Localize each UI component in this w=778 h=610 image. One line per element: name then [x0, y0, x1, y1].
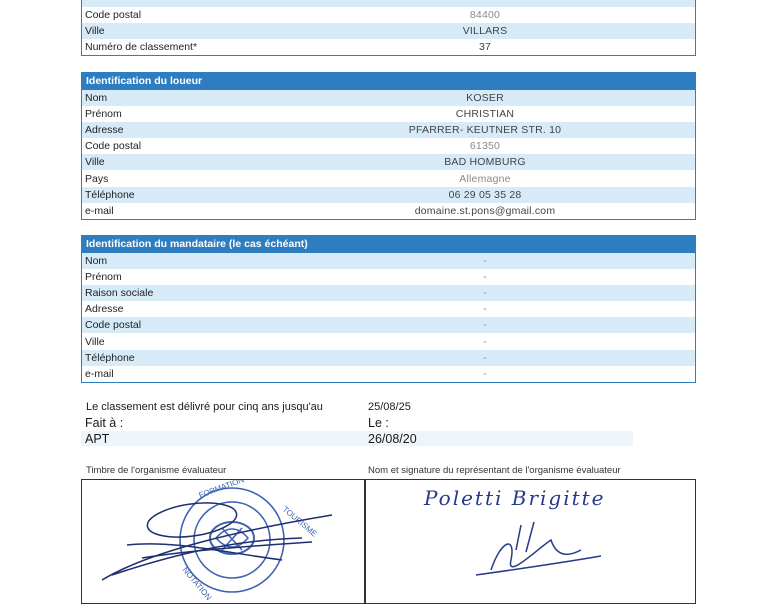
row-label: e-mail	[85, 204, 114, 217]
table-row	[82, 170, 695, 186]
table-row	[82, 154, 695, 170]
row-value: -	[483, 351, 487, 364]
validity-text: Le classement est délivré pour cinq ans jusqu'au	[86, 401, 323, 413]
table-row	[82, 253, 695, 269]
stamp-box	[81, 479, 365, 604]
row-value: -	[483, 287, 487, 300]
date-value: 26/08/20	[368, 432, 417, 446]
validity-date: 25/08/25	[368, 401, 411, 413]
row-label: e-mail	[85, 367, 114, 380]
row-label: Code postal	[85, 9, 142, 22]
mandataire-rows	[82, 253, 695, 382]
row-value: PFARRER- KEUTNER STR. 10	[408, 124, 562, 137]
table-row	[82, 39, 695, 55]
place-value: APT	[85, 432, 110, 446]
table-row	[82, 317, 695, 333]
table-row	[82, 7, 695, 23]
table-row	[82, 122, 695, 138]
table-row	[82, 0, 695, 7]
row-label: Prénom	[85, 108, 122, 121]
table-row	[82, 90, 695, 106]
loueur-table-title: Identification du loueur	[82, 73, 695, 90]
row-label: Adresse	[85, 303, 124, 316]
row-value: -	[483, 303, 487, 316]
row-label: Ville	[85, 25, 105, 38]
row-value: KOSER	[466, 92, 504, 105]
row-label: Téléphone	[85, 188, 135, 201]
row-label: Prénom	[85, 271, 122, 284]
row-value: 37	[478, 41, 492, 54]
row-value: domaine.st.pons@gmail.com	[414, 204, 556, 217]
row-value: 06 29 05 35 28	[448, 188, 522, 201]
establishment-table	[81, 0, 696, 56]
row-value: Allemagne	[459, 172, 511, 185]
table-row	[82, 23, 695, 39]
row-label: Ville	[85, 335, 105, 348]
signature-box	[365, 479, 696, 604]
row-value: 61350	[469, 140, 501, 153]
row-value: -	[483, 255, 487, 268]
loueur-table	[81, 72, 696, 220]
table-row	[82, 269, 695, 285]
row-label: Pays	[85, 172, 109, 185]
table-row	[82, 203, 695, 219]
fait-a-label: Fait à :	[85, 416, 124, 430]
stamp-label: Timbre de l'organisme évaluateur	[86, 465, 227, 476]
row-label: Téléphone	[85, 351, 135, 364]
signature-label: Nom et signature du représentant de l'organisme évaluateur	[368, 465, 621, 476]
signature-handwriting: Poletti Brigitte	[424, 486, 606, 510]
mandataire-table	[81, 235, 696, 383]
mandataire-table-title: Identification du mandataire (le cas échéant)	[82, 236, 695, 253]
row-value: -	[483, 271, 487, 284]
table-row	[82, 138, 695, 154]
row-value: -	[483, 367, 487, 380]
row-label: Nom	[85, 255, 108, 268]
row-value: VILLARS	[462, 25, 508, 38]
signature-scribble	[366, 480, 697, 605]
row-value: -	[483, 319, 487, 332]
row-label: Adresse	[85, 124, 124, 137]
row-label: Raison sociale	[85, 287, 154, 300]
loueur-rows	[82, 90, 695, 219]
table-row	[82, 106, 695, 122]
establishment-rows	[82, 7, 695, 55]
table-row	[82, 366, 695, 382]
row-value: CHRISTIAN	[455, 108, 515, 121]
row-label: Nom	[85, 92, 108, 105]
table-row	[82, 350, 695, 366]
row-label: Numéro de classement*	[85, 41, 198, 54]
table-row	[82, 301, 695, 317]
row-label: Ville	[85, 156, 105, 169]
le-label: Le :	[368, 416, 389, 430]
place-band	[81, 431, 633, 446]
official-stamp-image	[82, 480, 366, 605]
svg-text:FORMATION: FORMATION	[197, 480, 246, 500]
svg-text:NOTATION: NOTATION	[180, 565, 214, 603]
row-value: 84400	[469, 9, 501, 22]
svg-text:TOURISME: TOURISME	[280, 504, 319, 539]
row-label: Code postal	[85, 319, 142, 332]
row-label: Code postal	[85, 140, 142, 153]
table-row	[82, 333, 695, 349]
row-value: BAD HOMBURG	[444, 156, 526, 169]
row-value: -	[483, 335, 487, 348]
table-row	[82, 285, 695, 301]
table-row	[82, 187, 695, 203]
